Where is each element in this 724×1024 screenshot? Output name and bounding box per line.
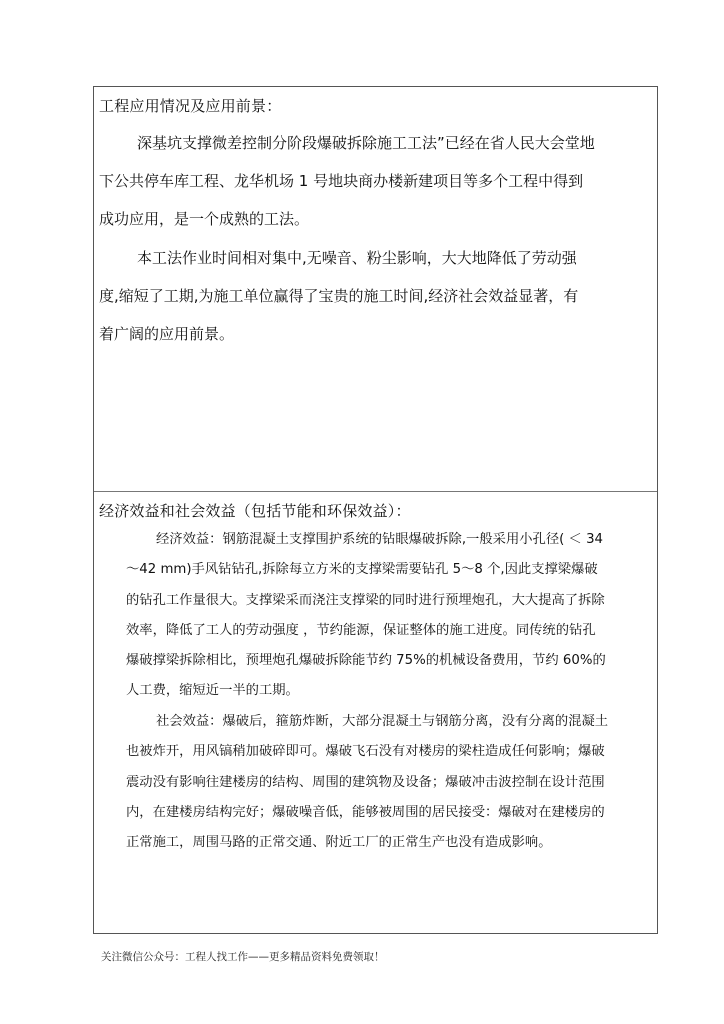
benefits-section	[94, 492, 657, 934]
text-line: 的钻孔工作量很大。支撑梁采而浇注支撑梁的同时进行预埋炮孔，大大提高了拆除	[126, 592, 605, 608]
social-benefit-paragraph	[126, 707, 650, 858]
application-paragraph-1	[99, 124, 654, 238]
text-line: 成功应用，是一个成熟的工法。	[99, 210, 310, 228]
text-line: 也被炸开，用风镐稍加破碎即可。爆破飞石没有对楼房的梁柱造成任何影响；爆破	[126, 744, 605, 760]
footer-note: 关注微信公众号：工程人找工作——更多精品资料免费领取！	[101, 951, 385, 963]
text-line: 本工法作业时间相对集中,无噪音、粉尘影响，大大地降低了劳动强	[137, 249, 577, 267]
benefits-heading: 经济效益和社会效益（包括节能和环保效益）：	[99, 502, 411, 520]
text-line: 经济效益：钢筋混凝土支撑围护系统的钻眼爆破拆除,一般采用小孔径( ＜ 34	[156, 532, 603, 547]
text-line: 社会效益：爆破后，箍筋炸断，大部分混凝土与钢筋分离，没有分离的混凝土	[156, 714, 609, 729]
application-section	[94, 87, 657, 492]
text-line: ～42 mm)手风钻钻孔,拆除每立方米的支撑梁需要钻孔 5～8 个,因此支撑梁爆破	[126, 562, 598, 578]
text-line: 震动没有影响往建楼房的结构、周围的建筑物及设备；爆破冲击波控制在设计范围	[126, 774, 605, 790]
text-line: 着广阔的应用前景。	[99, 325, 235, 343]
text-line: 效率，降低了工人的劳动强度 ，节约能源，保证整体的施工进度。同传统的钻孔	[126, 622, 596, 638]
text-line: 人工费，缩短近一半的工期。	[126, 683, 299, 699]
document-table	[93, 86, 658, 934]
economic-benefit-paragraph	[126, 525, 650, 707]
text-line: 度,缩短了工期,为施工单位赢得了宝贵的施工时间,经济社会效益显著，有	[99, 287, 579, 305]
text-line: 正常施工，周围马路的正常交通、附近工厂的正常生产也没有造成影响。	[126, 835, 552, 851]
text-line: 下公共停车库工程、龙华机场 1 号地块商办楼新建项目等多个工程中得到	[99, 172, 584, 190]
text-line: 爆破撑梁拆除相比，预埋炮孔爆破拆除能节约 75%的机械设备费用，节约 60%的	[126, 653, 606, 669]
text-line: 深基坑支撑微差控制分阶段爆破拆除施工工法”已经在省人民大会堂地	[137, 134, 595, 152]
text-line: 内，在建楼房结构完好；爆破噪音低，能够被周围的居民接受：爆破对在建楼房的	[126, 804, 605, 820]
application-heading: 工程应用情况及应用前景：	[99, 97, 282, 115]
application-paragraph-2	[99, 239, 654, 353]
